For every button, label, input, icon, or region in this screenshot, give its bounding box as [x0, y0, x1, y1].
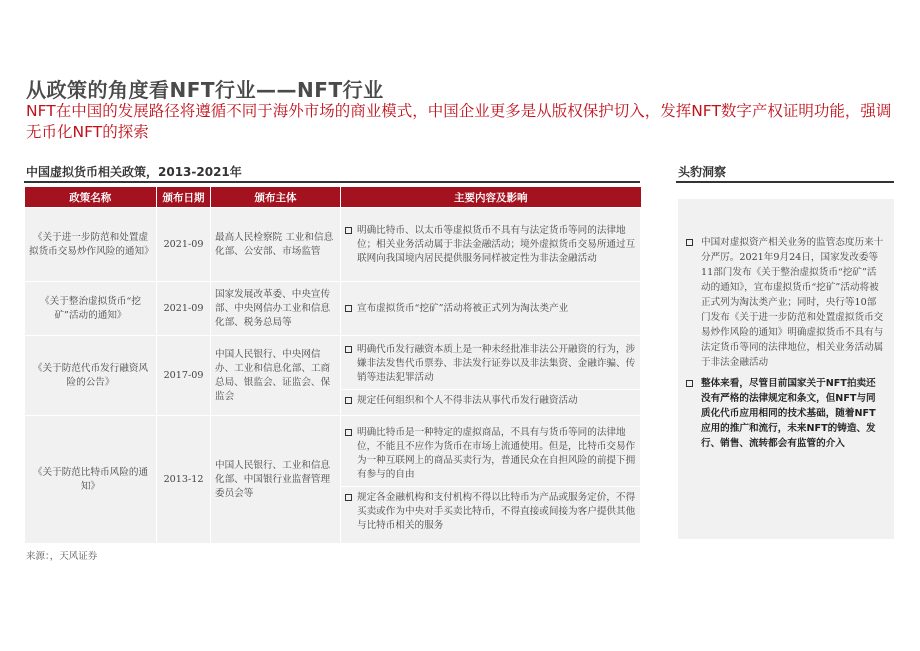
- checkbox-bullet-icon: [686, 239, 693, 246]
- content-point: 明确代币发行融资本质上是一种未经批准非法公开融资的行为，涉嫌非法发售代币票券、非法发行证券以及非法集资、金融诈骗、传销等违法犯罪活动: [345, 343, 636, 385]
- policy-name-cell: 《关于防范比特币风险的通知》: [25, 416, 157, 544]
- point-divider: [341, 389, 640, 390]
- insight-panel: [678, 199, 894, 539]
- issuer-cell: 中国人民银行、工业和信息化部、中国银行业监督管理委员会等: [211, 416, 341, 544]
- page-subtitle: NFT在中国的发展路径将遵循不同于海外市场的商业模式，中国企业更多是从版权保护切入，发挥NFT数字产权证明功能，强调无币化NFT的探索: [26, 102, 892, 141]
- insight-item: 整体来看，尽管目前国家关于NFT拍卖还没有严格的法律规定和条文，但NFT与同质化代币应用相同的技术基础，随着NFT应用的推广和流行，未来NFT的铸造、发行、销售、流转都会有监管的介入: [686, 376, 884, 451]
- checkbox-bullet-icon: [345, 305, 352, 312]
- checkbox-bullet-icon: [345, 346, 352, 353]
- table-row: [25, 336, 641, 416]
- issue-date-cell: 2013-12: [157, 416, 211, 544]
- page-title: 从政策的角度看NFT行业——NFT行业: [26, 78, 384, 102]
- table-row: [25, 208, 641, 282]
- right-section-rule: [676, 181, 894, 183]
- checkbox-bullet-icon: [345, 429, 352, 436]
- issue-date-cell: 2021-09: [157, 282, 211, 336]
- checkbox-bullet-icon: [345, 397, 352, 404]
- policy-name-cell: 《关于整治虚拟货币“挖矿”活动的通知》: [25, 282, 157, 336]
- issue-date-cell: 2017-09: [157, 336, 211, 416]
- policy-name-cell: 《关于进一步防范和处置虚拟货币交易炒作风险的通知》: [25, 208, 157, 282]
- source-note: 来源：，天风证券: [26, 551, 98, 562]
- header-policy-name: 政策名称: [25, 187, 157, 208]
- policy-table: [24, 187, 641, 544]
- policy-name-cell: 《关于防范代币发行融资风险的公告》: [25, 336, 157, 416]
- content-cell: [341, 282, 641, 336]
- insight-item: 中国对虚拟资产相关业务的监管态度历来十分严厉。2021年9月24日，国家发改委等11部门发布《关于整治虚拟货币“挖矿”活动的通知》，宣布虚拟货币“挖矿”活动将被正式列为淘汰类产业；同时，央行等10部门发布《关于进一步防范和处置虚拟货币交易炒作风险的通知》明确虚拟货币不具有与法定货币等同的法律地位，相关业务活动属于非法金融活动: [686, 235, 884, 370]
- content-point: 宣布虚拟货币“挖矿”活动将被正式列为淘汰类产业: [345, 302, 636, 316]
- content-point: 明确比特币是一种特定的虚拟商品，不具有与货币等同的法律地位，不能且不应作为货币在市场上流通使用。但是，比特币交易作为一种互联网上的商品买卖行为，普通民众在自担风险的前提下拥有参与的自由: [345, 426, 636, 482]
- content-cell: [341, 336, 641, 416]
- checkbox-bullet-icon: [686, 380, 693, 387]
- insight-section-label: 头豹洞察: [678, 165, 727, 179]
- issue-date-cell: 2021-09: [157, 208, 211, 282]
- issuer-cell: 国家发展改革委、中央宣传部、中央网信办工业和信息化部、税务总局等: [211, 282, 341, 336]
- header-issue-date: 颁布日期: [157, 187, 211, 208]
- table-header-row: [25, 187, 641, 208]
- issuer-cell: 中国人民银行、中央网信办、工业和信息化部、工商总局、银监会、证监会、保监会: [211, 336, 341, 416]
- point-divider: [341, 486, 640, 487]
- left-section-rule: [24, 181, 640, 183]
- content-cell: [341, 208, 641, 282]
- table-row: [25, 282, 641, 336]
- table-section-label: 中国虚拟货币相关政策，2013-2021年: [26, 165, 242, 179]
- header-issuer: 颁布主体: [211, 187, 341, 208]
- content-cell: [341, 416, 641, 544]
- header-content: 主要内容及影响: [341, 187, 641, 208]
- content-point: 明确比特币、以太币等虚拟货币不具有与法定货币等同的法律地位；相关业务活动属于非法金融活动；境外虚拟货币交易所通过互联网向我国境内居民提供服务同样被定性为非法金融活动: [345, 224, 636, 266]
- checkbox-bullet-icon: [345, 494, 352, 501]
- table-row: [25, 416, 641, 544]
- content-point: 规定任何组织和个人不得非法从事代币发行融资活动: [345, 394, 636, 408]
- content-point: 规定各金融机构和支付机构不得以比特币为产品或服务定价，不得买卖或作为中央对手买卖比特币，不得直接或间接为客户提供其他与比特币相关的服务: [345, 491, 636, 533]
- checkbox-bullet-icon: [345, 227, 352, 234]
- issuer-cell: 最高人民检察院 工业和信息化部、公安部、市场监管: [211, 208, 341, 282]
